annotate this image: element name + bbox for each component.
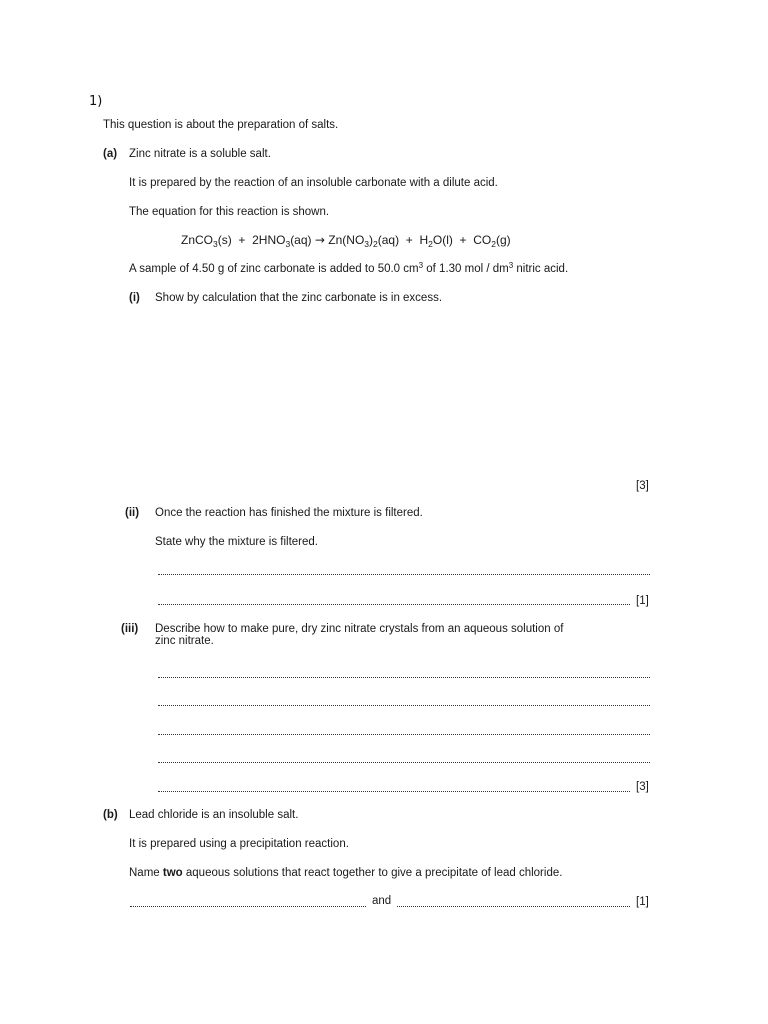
plus-sign: + bbox=[238, 233, 246, 247]
part-a-iii-marks: [3] bbox=[636, 781, 649, 793]
answer-line-second-solution[interactable] bbox=[397, 906, 630, 907]
answer-line[interactable] bbox=[158, 705, 650, 706]
answer-line[interactable] bbox=[158, 604, 630, 605]
question-intro: This question is about the preparation of salts. bbox=[103, 119, 339, 131]
part-a-i-marks: [3] bbox=[636, 480, 649, 492]
part-a-ii-text: Once the reaction has finished the mixture is filtered. bbox=[155, 507, 423, 519]
product-carbon-dioxide: $CO_2(g)$ bbox=[473, 233, 511, 249]
part-b-line1: Lead chloride is an insoluble salt. bbox=[129, 809, 299, 821]
part-a-iii-text-line2: zinc nitrate. bbox=[155, 635, 214, 647]
reactant-nitric-acid: $2HNO_3(aq)$ bbox=[252, 233, 312, 249]
part-a-ii-label: (ii) bbox=[125, 507, 140, 519]
part-b-line2: It is prepared using a precipitation reaction. bbox=[129, 838, 349, 850]
part-a-ii-text2: State why the mixture is filtered. bbox=[155, 536, 318, 548]
answer-line[interactable] bbox=[158, 791, 630, 792]
part-b-line3: Name two aqueous solutions that react together to give a precipitate of lead chloride. bbox=[129, 867, 563, 879]
part-b-label: (b) bbox=[103, 809, 118, 821]
part-a-label: (a) bbox=[103, 148, 118, 160]
part-a-i-label: (i) bbox=[129, 292, 140, 304]
part-b-marks: [1] bbox=[636, 896, 649, 908]
answer-line[interactable] bbox=[158, 734, 650, 735]
part-a-iii-label: (iii) bbox=[121, 623, 139, 635]
chemical-equation bbox=[181, 233, 511, 247]
part-a-ii-marks: [1] bbox=[636, 595, 649, 607]
product-water: $H_2O(l)$ bbox=[419, 233, 453, 249]
product-zinc-nitrate: $Zn(NO_3)_2(aq)$ bbox=[328, 233, 400, 249]
and-connector: and bbox=[372, 895, 392, 907]
part-a-line3: The equation for this reaction is shown. bbox=[129, 206, 330, 218]
answer-line[interactable] bbox=[158, 574, 650, 575]
reactant-zinc-carbonate: ZnCO$_3$(s) bbox=[181, 233, 232, 249]
answer-line[interactable] bbox=[158, 677, 650, 678]
answer-line[interactable] bbox=[158, 762, 650, 763]
answer-line-first-solution[interactable] bbox=[130, 906, 366, 907]
sample-statement: A sample of 4.50 g of zinc carbonate is added to 50.0 $cm^3$ of 1.30 mol / $dm^3$ nitric acid. bbox=[129, 261, 569, 275]
calculation-answer-space[interactable] bbox=[155, 315, 650, 465]
part-a-i-text: Show by calculation that the zinc carbonate is in excess. bbox=[155, 292, 443, 304]
part-a-iii-text-line1: Describe how to make pure, dry zinc nitrate crystals from an aqueous solution of bbox=[155, 623, 564, 635]
plus-sign: + bbox=[459, 233, 467, 247]
reaction-arrow-icon: → bbox=[314, 233, 325, 247]
part-a-line2: It is prepared by the reaction of an insoluble carbonate with a dilute acid. bbox=[129, 177, 498, 189]
part-a-line1: Zinc nitrate is a soluble salt. bbox=[129, 148, 271, 160]
plus-sign: + bbox=[405, 233, 413, 247]
part-a-iii-text bbox=[155, 623, 651, 647]
question-number: 1) bbox=[89, 94, 103, 109]
